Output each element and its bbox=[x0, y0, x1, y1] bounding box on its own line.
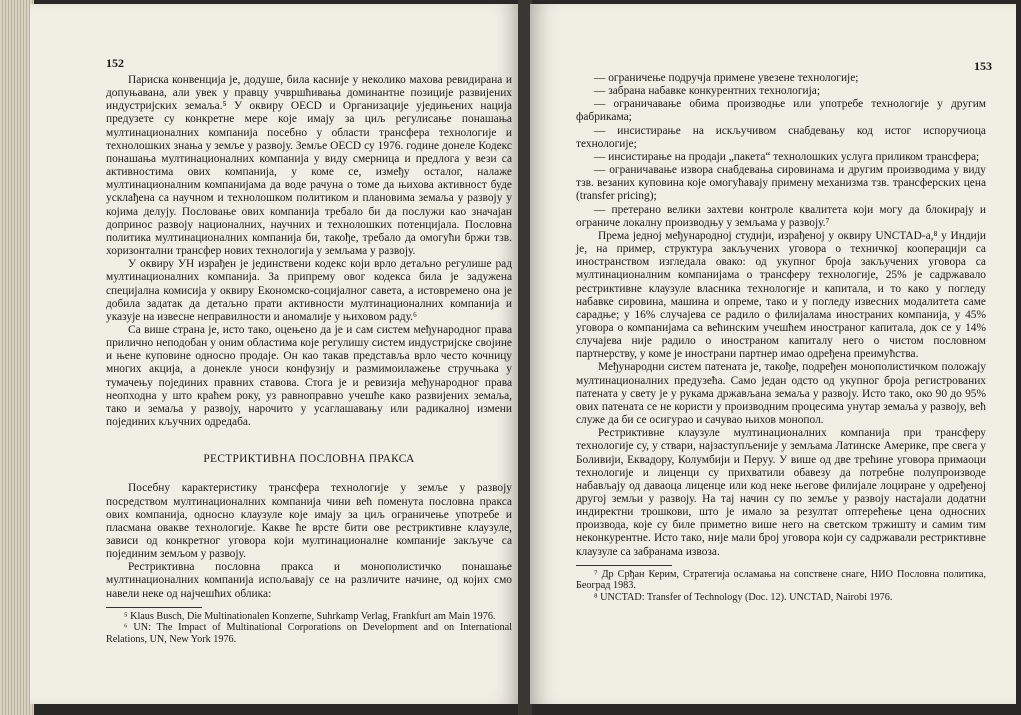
paragraph: У оквиру УН израђен је јединствени кодекс који врло детаљно регулише рад мултинационалних компанија. За припрему овог кодекса била је задужена специјална комисија у оквиру Економско-социјалног савета, а истовремено она је добила задатак да детаљно прати активности мултинационалних компанија и указује на извесне неправилности и аномалије у њиховом раду.⁶ bbox=[106, 258, 512, 323]
right-page bbox=[530, 4, 1016, 704]
list-item: — инсистирање на продаји „пакета“ технолошких услуга приликом трансфера; bbox=[594, 150, 980, 163]
paragraph: Према једној међународној студији, израђеној у оквиру UNCTAD-а,⁸ у Индији је, на пример, структура закључених уговора о техничкој кооперацији са иностранством изгледала овако: од укупног броја закључених уговора са мултинационалним компанијама о трансферу технологије, 25% је садржавало рестриктивне клаузуле власника технологије и капитала, и то како у погледу набавке сировина, машина и опреме, тако и у погледу извесних модалитета саме сарадње; у 16% случајева се радило о филијалама иностраних компанија, у 45% уговора о компанијама са већинским учешћем иностраног капитала, док се у 14% случајева није радило о иностраном капиталу него о чистом пословном партнерству, у коме је инострани партнер имао одређена преимућства. bbox=[576, 229, 986, 361]
footnote: ⁶ UN: The Impact of Multinational Corporations on Development and on International Relations, UN, New York 1976. bbox=[106, 622, 512, 645]
paragraph: Међународни систем патената је, такође, подређен монополистичком положају мултинационалних предузећа. Само један одсто од укупног броја регистрованих патената у свету је у рукама држављана земаља у развоју. Исто тако, око 90 до 95% ових патената се не користи у производним процесима унутар земаља у развоју, већ служе да би се осигурао и сачувао њихов монопол. bbox=[576, 361, 986, 427]
footnote: ⁸ UNCTAD: Transfer of Technology (Doc. 12). UNCTAD, Nairobi 1976. bbox=[594, 591, 893, 603]
left-page bbox=[30, 4, 520, 704]
list-item: — ограничавање обима производње или употребе технологије у другим фабрикама; bbox=[576, 98, 986, 124]
paragraph: Са више страна је, исто тако, оцењено да је и сам систем међународног права прилично неподобан у оним областима које регулишу систем индустријске својине и њене куповине односно продаје. Он као такав представља врло често кочницу многих акција, а донекле уноси конфузију и размимоилажење стручњака у тумачењу појединих правних ставова. Стога је и ревизија међународног права неопходна у што краћем року, уз равноправно учешће како развијених земаља, тако и земаља у развоју, нарочито у усаглашавању или радикалној измени појединих кључних одредаба. bbox=[106, 323, 512, 429]
footnote: ⁵ Klaus Busch, Die Multinationalen Konzerne, Suhrkamp Verlag, Frankfurt am Main 1976. bbox=[124, 610, 496, 622]
list-item: — претерано велики захтеви контроле квалитета који могу да блокирају и ограниче локалну производњу у земљама у развоју.⁷ bbox=[576, 203, 986, 229]
list-item: — забрана набавке конкурентних технологија; bbox=[594, 85, 820, 98]
footnote-divider bbox=[106, 607, 202, 608]
footnotes bbox=[106, 611, 512, 646]
footnote: ⁷ Др Срђан Керим, Стратегија осламања на сопствене снаге, НИО Пословна политика, Београд 1983. bbox=[576, 568, 986, 592]
paragraph: Рестриктивна пословна пракса и монополистичко понашање мултинационалних компанија испољавају се на различите начине, од којих смо навели неке од најчешћих облика: bbox=[106, 561, 512, 600]
left-page-text bbox=[106, 74, 512, 646]
section-heading: РЕСТРИКТИВНА ПОСЛОВНА ПРАКСА bbox=[203, 453, 415, 466]
page-number-right: 153 bbox=[974, 59, 992, 73]
page-edges bbox=[0, 0, 34, 715]
footnote-divider bbox=[576, 565, 672, 566]
page-number-left: 152 bbox=[106, 56, 124, 70]
list-item: — ограничење подручја примене увезене технологије; bbox=[594, 72, 859, 84]
paragraph: Посебну карактеристику трансфера технологије у земље у развоју посредством мултинационалних компанија чини већ поменута пословна пракса ових компанија, односно клаузуле које имају за циљ ограничење употребе и пласмана овакве технологије. Какве ће врсте бити ове рестриктивне клаузуле, зависи од конкретног уговора који мултинационалне компаније закључе са појединим земљом у развоју. bbox=[106, 482, 512, 561]
list-item: — ограничавање извора снабдевања сировинама и другим производима у виду тзв. везаних куповина које омогућавају примену механизма тзв. трансферских цена (transfer pricing); bbox=[576, 164, 986, 203]
paragraph: Рестриктивне клаузуле мултинационалних компанија при трансферу технологије су, у ствари, најзаступљеније у земљама Латинске Америке, пре свега у Боливији, Еквадору, Колумбији и Перуу. У више од две трећине уговора примаоци технологије и лиценци су прихватили обавезу да потребне полупроизводе набављају од даваоца лиценце или код неке његове филијале лоциране у одређеној другој земљи у развоју. На тај начин су по земље у развоју настајали додатни индиректни трошкови, што је имало за резултат оптерећење цена односних производа, које су биле приметно више него на светском тржишту и самим тим неконкурентне. Исто тако, није мали број уговора који су садржавали рестриктивне клаузуле са забранама извоза. bbox=[576, 427, 986, 558]
list-item: — инсистирање на искључивом снабдевању код истог испоручиоца технологије; bbox=[576, 124, 986, 150]
footnotes bbox=[576, 569, 986, 604]
right-page-text bbox=[576, 72, 986, 604]
paragraph: Париска конвенција је, додуше, била касније у неколико махова ревидирана и допуњавана, али увек у правцу учвршћивања доминантне позиције развијених индустријских земаља.⁵ У оквиру OECD и Организације уједињених нација предузете су конкретне мере које имају за циљ регулисање понашања мултинационалних компанија посебно у области трансфера технологије и технолошких знања у земље у развоју. Земље OECD су 1976. године донеле Кодекс понашања мултинационалних компанија у виду смерница и предлога у вези са активностима ових компанија, у коме се, између осталог, налаже мултинационалним компанијама да воде рачуна о томе да њихова активност буде усклађена са научном и технолошком политиком и плановима земаља у развоју у којима делују. Пословање ових компанија требало би да послужи као значајан допринос развоју националних, научних и технолошких потенцијала. Пословна политика мултинационалних компанија би, такође, требало да омогући бржи тзв. хоризонтални трансфер нових технологија у земљама у развоју. bbox=[106, 74, 512, 258]
